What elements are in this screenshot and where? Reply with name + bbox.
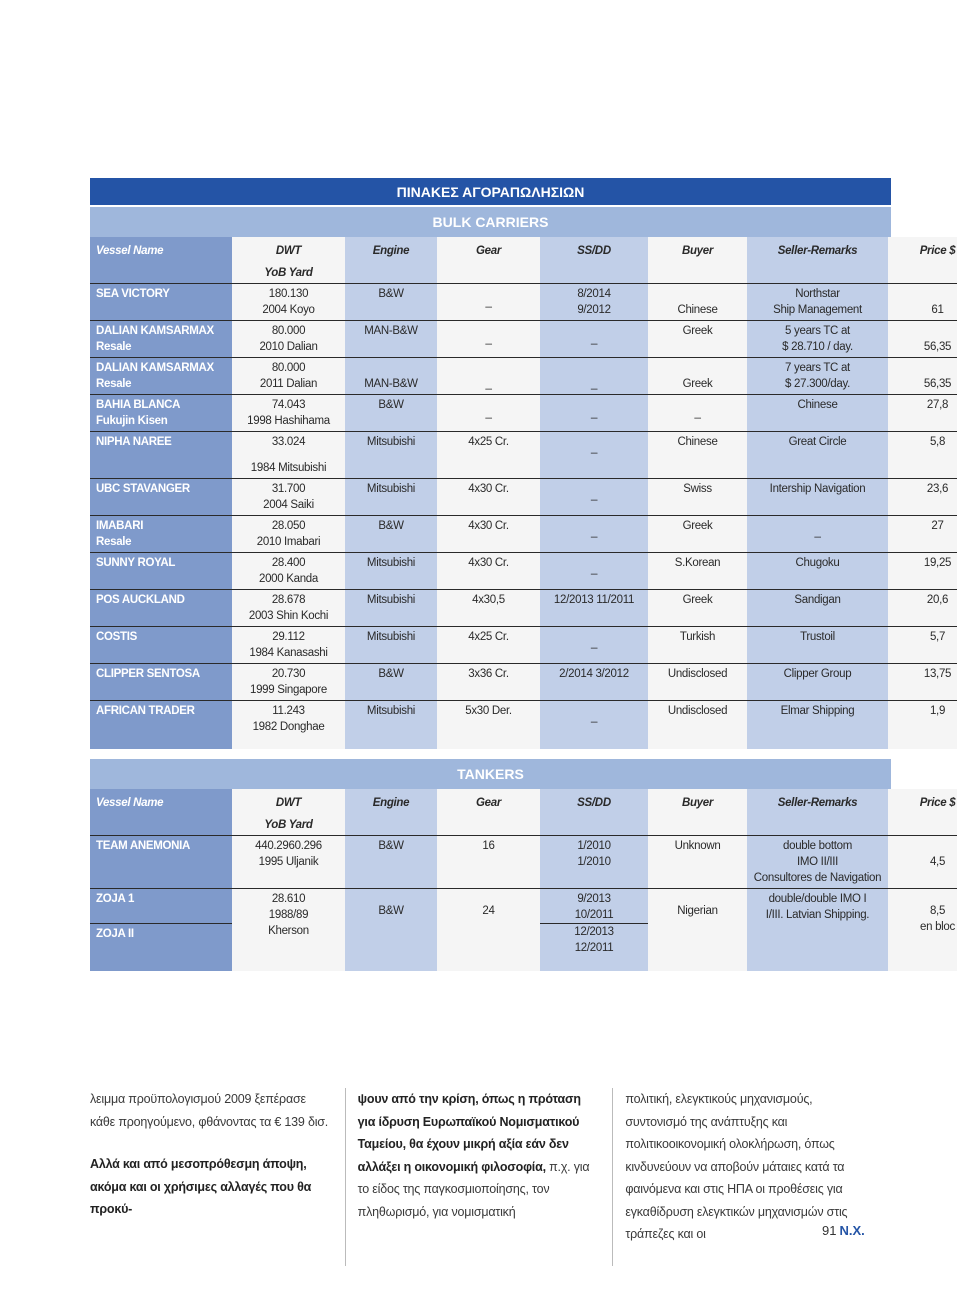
vessel-name: BAHIA BLANCA Fukujin Kisen [90, 395, 232, 432]
header-price: Price $ [888, 789, 957, 813]
vessel-name: SEA VICTORY [90, 284, 232, 321]
text-column-1 [90, 1088, 345, 1266]
paragraph-bold: Αλλά και από μεσοπρόθεσμη άποψη, ακόμα και οι χρήσιμες αλλαγές που θα προκύ- [90, 1157, 312, 1216]
table-row: SUNNY ROYAL 28.400 2000 Kanda Mitsubishi 4x30 Cr. _ S.Korean Chugoku 19,25 [90, 553, 957, 590]
vessel-name: UBC STAVANGER [90, 479, 232, 516]
table-row: POS AUCKLAND 28.678 2003 Shin Kochi Mitsubishi 4x30,5 12/2013 11/2011 Greek Sandigan 20,6 [90, 590, 957, 627]
header-engine: Engine [345, 237, 437, 261]
vessel-name: ZOJA 1 ZOJA II [90, 889, 232, 972]
paragraph: πολιτική, ελεγκτικούς μηχανισμούς, συντονισμό της ανάπτυξης και πολιτικοοικονομική ολοκλήρωση, όπως κινδυνεύουν να αποβούν μάταιες κατά τα φαινόμενα και στις ΗΠΑ οι προθέσεις για εγκαθίδρυση ελεγκτικών μηχανισμών στις τράπεζες και οι [625, 1092, 848, 1241]
table-row: UBC STAVANGER 31.700 2004 Saiki Mitsubishi 4x30 Cr. _ Swiss Intership Navigation 23,6 [90, 479, 957, 516]
bulk-carriers-table [90, 237, 957, 749]
vessel-name: AFRICAN TRADER [90, 701, 232, 750]
table-row: BAHIA BLANCA Fukujin Kisen 74.043 1998 Hashihama B&W _ _ _ Chinese 27,8 [90, 395, 957, 432]
header-gear: Gear [437, 789, 540, 813]
table-row: TEAM ANEMONIA 440.2960.296 1995 Uljanik B&W 16 1/2010 1/2010 Unknown double bottom IMO II/III Consultores de Navigation 4,5 [90, 836, 957, 889]
vessel-name: COSTIS [90, 627, 232, 664]
paragraph: λειμμα προϋπολογισμού 2009 ξεπέρασε κάθε προηγούμενο, φθάνοντας τα € 139 δισ. [90, 1092, 329, 1129]
header-dwt: DWT [232, 789, 345, 813]
table-row: ZOJA 1 ZOJA II 28.610 1988/89 Kherson B&W 24 9/2013 10/2011 12/2013 12/2011 Nigerian double/double IMO I I/III. Latvian Shipping. 8,5 en bloc [90, 889, 957, 972]
vessel-name: IMABARI Resale [90, 516, 232, 553]
header-gear: Gear [437, 237, 540, 261]
header-buyer: Buyer [648, 789, 747, 813]
bulk-carriers-header: BULK CARRIERS [90, 207, 891, 237]
vessel-name: NIPHA NAREE [90, 432, 232, 479]
header-dwt: DWT [232, 237, 345, 261]
vessel-name: DALIAN KAMSARMAX Resale [90, 321, 232, 358]
table-row: COSTIS 29.112 1984 Kanasashi Mitsubishi 4x25 Cr. _ Turkish Trustoil 5,7 [90, 627, 957, 664]
table-header-row [90, 237, 957, 261]
header-seller-remarks: Seller-Remarks [747, 789, 888, 813]
table-row: SEA VICTORY 180.130 2004 Koyo B&W _ 8/2014 9/2012 Chinese Northstar Ship Management 61 [90, 284, 957, 321]
header-ss-dd: SS/DD [540, 789, 648, 813]
tankers-header: TANKERS [90, 759, 891, 789]
text-column-3 [612, 1088, 880, 1266]
table-header-row [90, 789, 957, 813]
header-ss-dd: SS/DD [540, 237, 648, 261]
vessel-name: POS AUCKLAND [90, 590, 232, 627]
table-subheader-row [90, 813, 957, 836]
table-row: DALIAN KAMSARMAX Resale 80.000 2010 Dalian MAN-B&W _ _ Greek 5 years TC at $ 28.710 / day. 56,35 [90, 321, 957, 358]
article-text [90, 1088, 880, 1266]
vessel-name: SUNNY ROYAL [90, 553, 232, 590]
header-price: Price $ [888, 237, 957, 261]
vessel-name: TEAM ANEMONIA [90, 836, 232, 889]
paragraph: π.χ. για το είδος της παγκοσμιοποίησης, τον πληθωρισμό, για νομισματική [357, 1159, 590, 1219]
page-title: ΠΙΝΑΚΕΣ ΑΓΟΡΑΠΩΛΗΣΙΩΝ [90, 178, 891, 207]
table-row: AFRICAN TRADER 11.243 1982 Donghae Mitsubishi 5x30 Der. _ Undisclosed Elmar Shipping 1,9 [90, 701, 957, 750]
header-seller-remarks: Seller-Remarks [747, 237, 888, 261]
text-column-2 [345, 1088, 613, 1266]
table-row: DALIAN KAMSARMAX Resale 80.000 2011 Dalian MAN-B&W _ _ Greek 7 years TC at $ 27.300/day. 56,35 [90, 358, 957, 395]
page-footer [822, 1223, 865, 1238]
table-row: IMABARI Resale 28.050 2010 Imabari B&W 4x30 Cr. _ Greek _ 27 [90, 516, 957, 553]
table-subheader-row [90, 261, 957, 284]
vessel-name: CLIPPER SENTOSA [90, 664, 232, 701]
page-number: 91 [822, 1223, 837, 1238]
tankers-table [90, 789, 957, 971]
magazine-logo: N.X. [839, 1223, 865, 1238]
header-vessel-name: Vessel Name [90, 789, 232, 813]
header-yob-yard: YoB Yard [232, 261, 345, 284]
vessel-name: DALIAN KAMSARMAX Resale [90, 358, 232, 395]
sale-purchase-tables [90, 178, 956, 971]
table-row: NIPHA NAREE 33.024 1984 Mitsubishi Mitsubishi 4x25 Cr. _ Chinese Great Circle 5,8 [90, 432, 957, 479]
header-engine: Engine [345, 789, 437, 813]
header-yob-yard: YoB Yard [232, 813, 345, 836]
header-vessel-name: Vessel Name [90, 237, 232, 261]
table-row: CLIPPER SENTOSA 20.730 1999 Singapore B&W 3x36 Cr. 2/2014 3/2012 Undisclosed Clipper Group 13,75 [90, 664, 957, 701]
paragraph-bold: ψουν από την κρίση, όπως η πρόταση για ίδρυση Ευρωπαϊκού Νομισματικού Ταμείου, θα έχουν μικρή αξία εάν δεν αλλάξει η οικονομική φιλοσοφία, [357, 1092, 581, 1174]
header-buyer: Buyer [648, 237, 747, 261]
